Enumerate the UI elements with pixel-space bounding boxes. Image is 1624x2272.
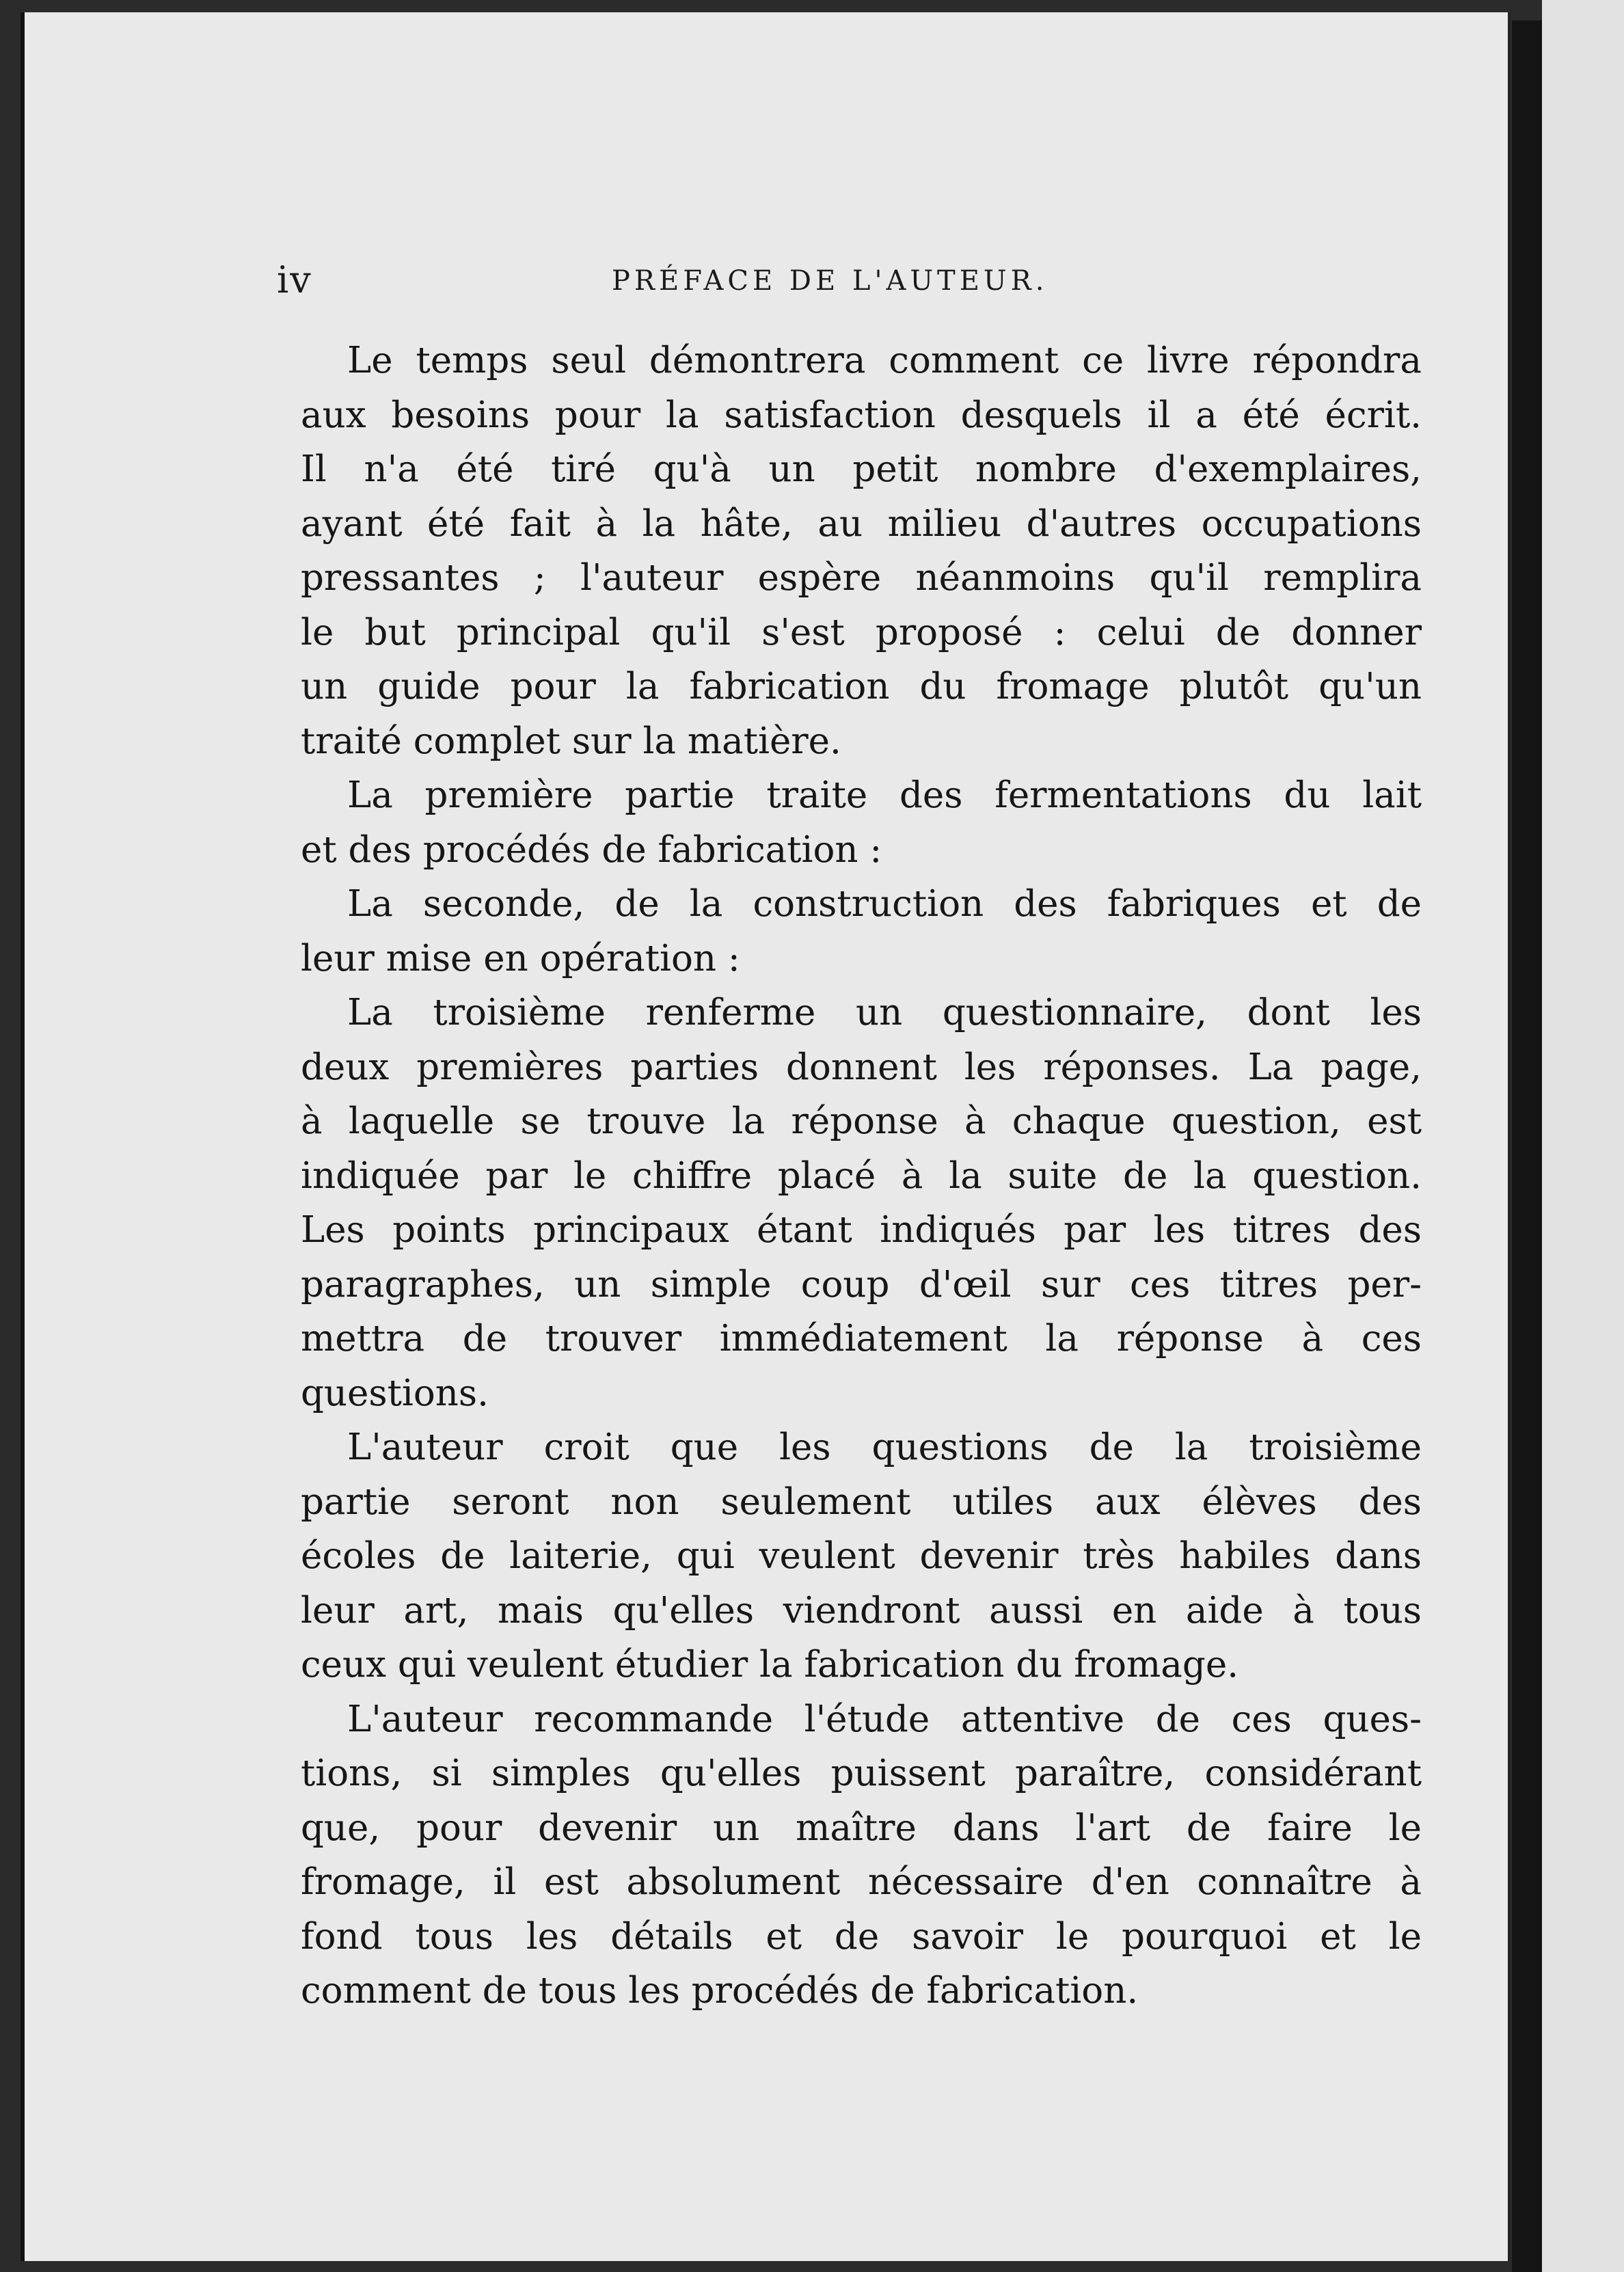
- text-line: Le temps seul démontrera comment ce livre répondra: [347, 340, 1422, 381]
- text-line: à laquelle se trouve la réponse à chaque question, est: [301, 1100, 1422, 1142]
- text-line: La seconde, de la construction des fabriques et de: [347, 883, 1422, 925]
- text-line: questions.: [301, 1372, 489, 1414]
- text-line: mettra de trouver immédiatement la réponse à ces: [301, 1318, 1422, 1360]
- text-line: le but principal qu'il s'est proposé : celui de donner: [301, 611, 1422, 653]
- text-line: fond tous les détails et de savoir le pourquoi et le: [301, 1915, 1422, 1958]
- page-header: [277, 258, 1384, 313]
- running-title: PRÉFACE DE L'AUTEUR.: [612, 265, 1048, 297]
- text-line: Il n'a été tiré qu'à un petit nombre d'exemplaires,: [301, 448, 1422, 490]
- text-line: paragraphes, un simple coup d'œil sur ces titres per-: [301, 1263, 1422, 1306]
- text-line: écoles de laiterie, qui veulent devenir très habiles dans: [301, 1535, 1422, 1577]
- text-line: indiquée par le chiffre placé à la suite de la question.: [301, 1154, 1422, 1197]
- text-line: La première partie traite des fermentations du lait: [347, 774, 1422, 816]
- text-line: aux besoins pour la satisfaction desquels il a été écrit.: [301, 394, 1422, 436]
- text-line: L'auteur recommande l'étude attentive de ces ques-: [347, 1698, 1422, 1740]
- text-line: que, pour devenir un maître dans l'art de faire le: [301, 1807, 1422, 1849]
- text-line: Les points principaux étant indiqués par les titres des: [301, 1209, 1422, 1251]
- text-line: ceux qui veulent étudier la fabrication du fromage.: [301, 1644, 1239, 1686]
- text-line: un guide pour la fabrication du fromage plutôt qu'un: [301, 666, 1422, 707]
- text-line: leur mise en opération :: [301, 937, 740, 979]
- text-line: tions, si simples qu'elles puissent paraître, considérant: [301, 1753, 1422, 1794]
- text-line: traité complet sur la matière.: [301, 720, 841, 762]
- preface-text: [301, 334, 1422, 2018]
- text-line: et des procédés de fabrication :: [301, 828, 882, 871]
- text-line: L'auteur croit que les questions de la troisième: [347, 1426, 1422, 1468]
- page-number: iv: [277, 258, 312, 301]
- text-line: fromage, il est absolument nécessaire d'en connaître à: [301, 1861, 1422, 1903]
- text-line: pressantes ; l'auteur espère néanmoins qu'il remplira: [301, 557, 1422, 599]
- text-line: ayant été fait à la hâte, au milieu d'autres occupations: [301, 502, 1422, 545]
- text-line: comment de tous les procédés de fabrication.: [301, 1970, 1139, 2012]
- text-line: leur art, mais qu'elles viendront aussi en aide à tous: [301, 1589, 1422, 1632]
- text-line: deux premières parties donnent les réponses. La page,: [301, 1046, 1422, 1088]
- book-spine-shadow: [1512, 21, 1542, 2272]
- text-line: La troisième renferme un questionnaire, dont les: [347, 992, 1422, 1033]
- adjacent-page-edge: [1542, 0, 1624, 2272]
- text-line: partie seront non seulement utiles aux élèves des: [301, 1480, 1422, 1523]
